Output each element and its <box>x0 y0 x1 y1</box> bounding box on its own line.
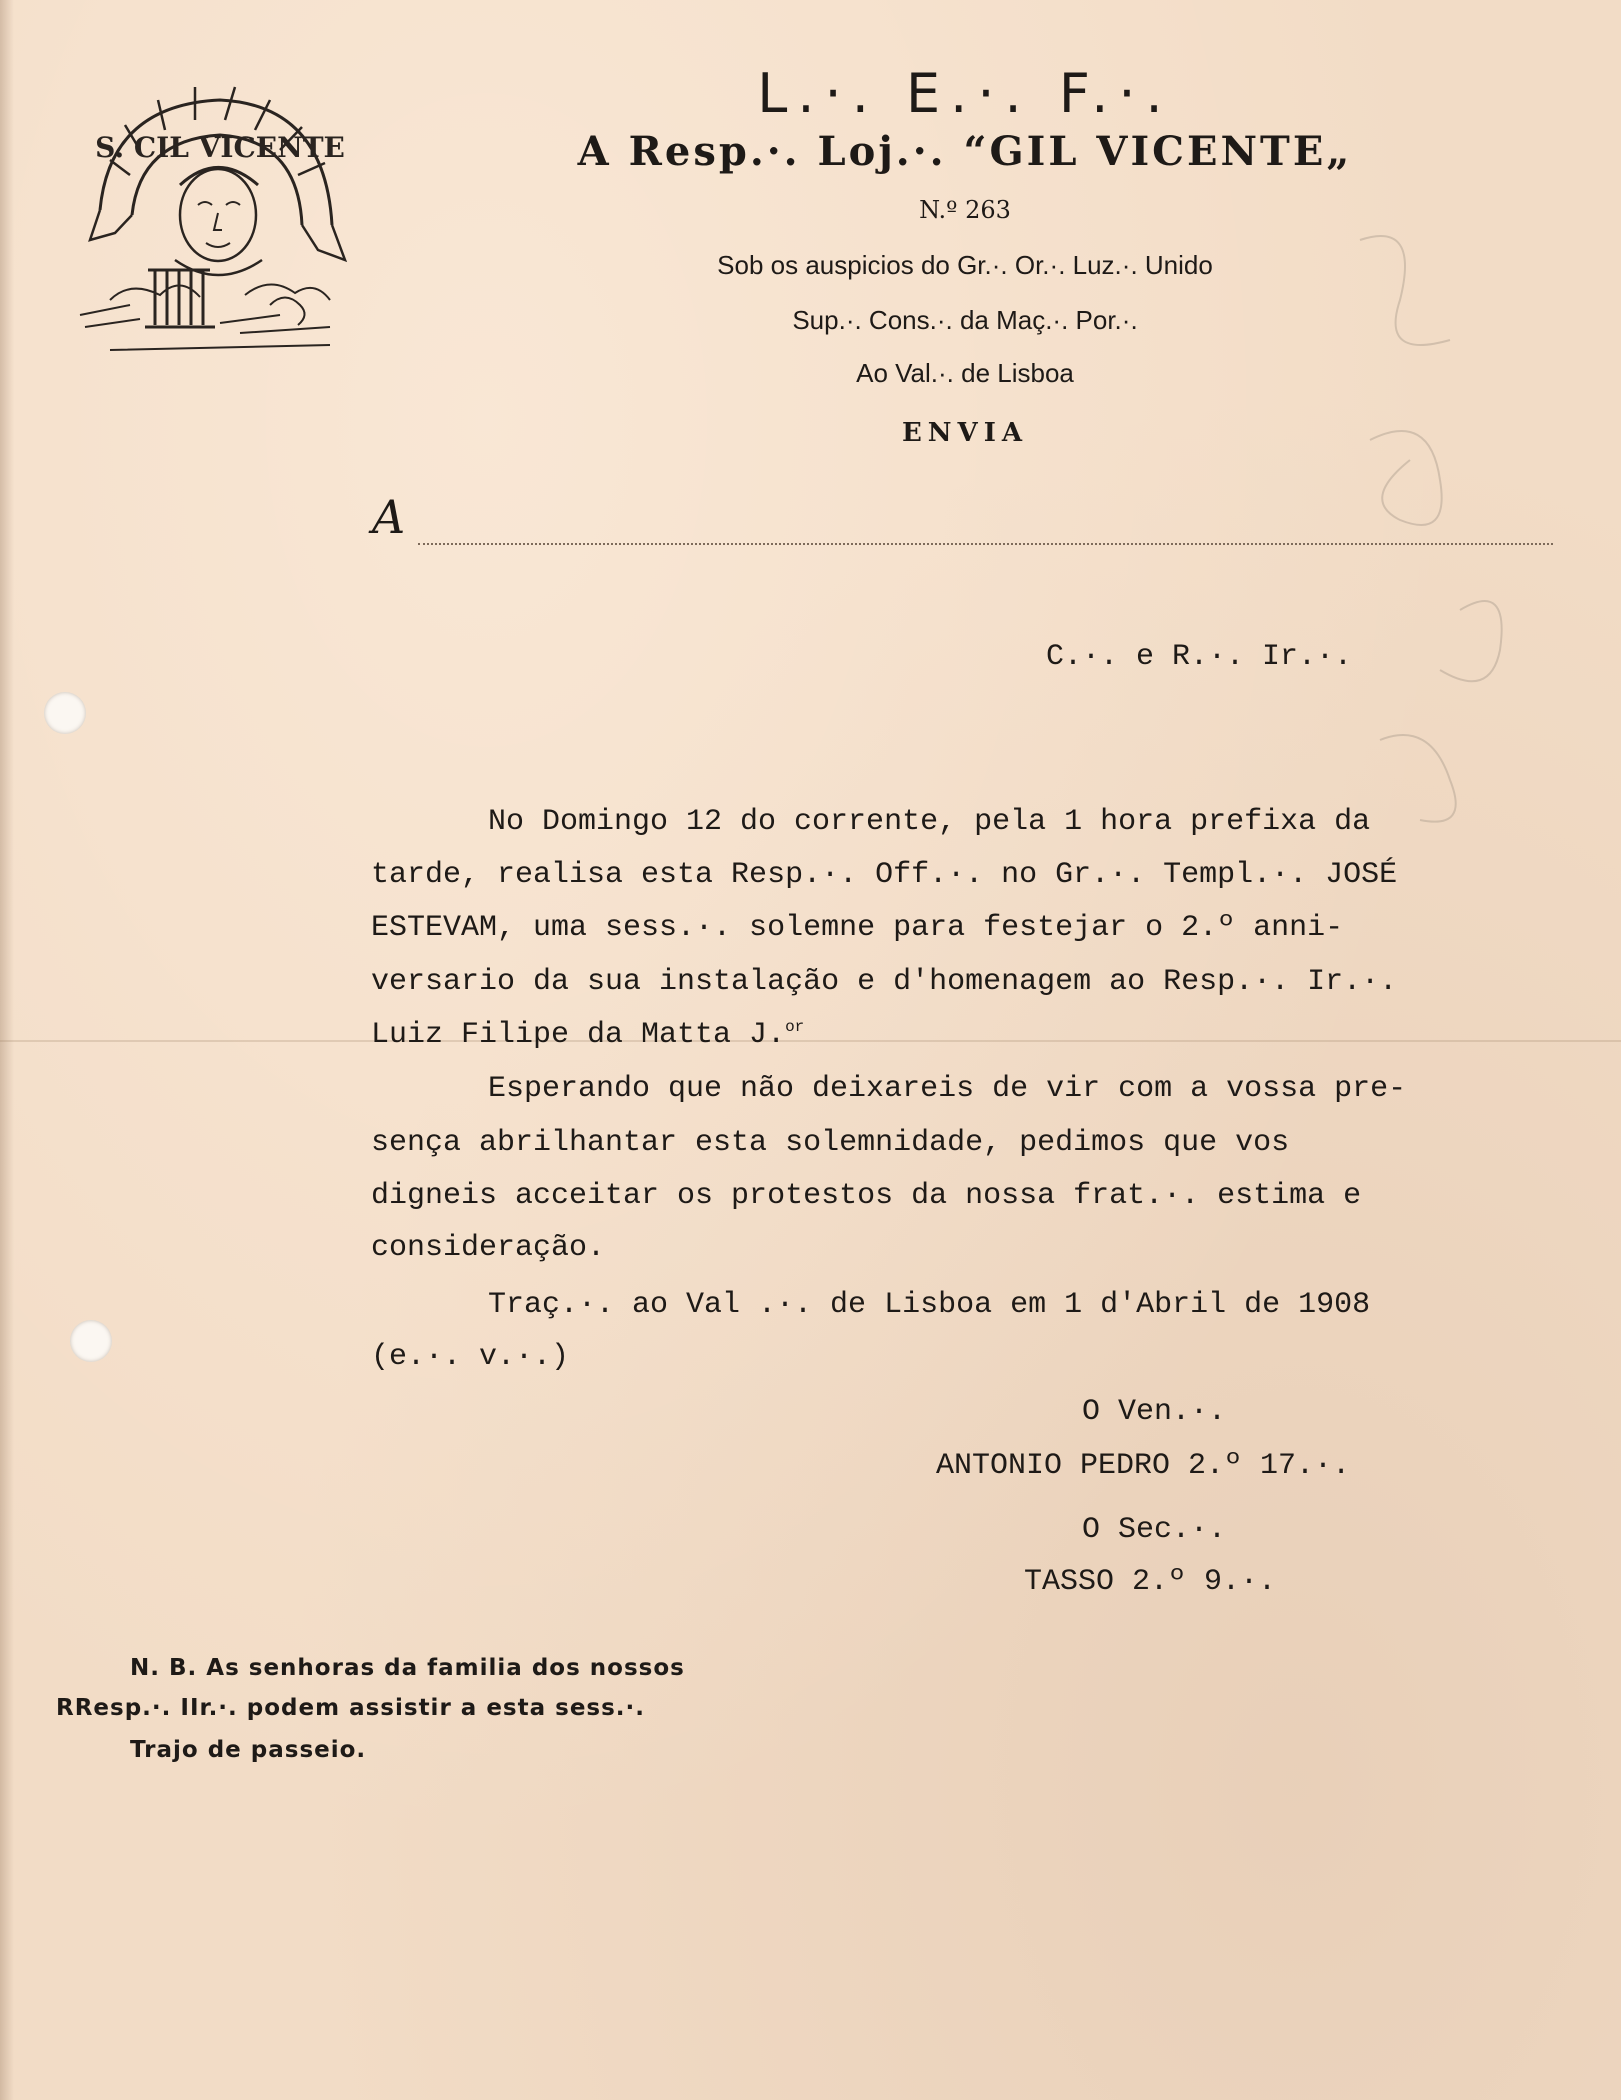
body-line-honoree <box>371 1018 804 1052</box>
body-line: digneis acceitar os protestos da nossa frat.·. estima e <box>371 1179 1362 1213</box>
venerable-title: O Ven.·. <box>1082 1395 1227 1429</box>
body-line: consideração. <box>371 1231 606 1265</box>
body-line: tarde, realisa esta Resp.·. Off.·. no Gr.·. Templ.·. JOSÉ <box>371 858 1398 892</box>
lodge-name: A Resp.·. Loj.·. “GIL VICENTE„ <box>577 128 1353 175</box>
venerable-name: ANTONIO PEDRO 2.º 17.·. <box>936 1449 1351 1483</box>
lodge-seal-emblem <box>70 65 360 375</box>
body-line: Esperando que não deixareis de vir com a vossa pre- <box>488 1072 1407 1106</box>
era-line: (e.·. v.·.) <box>371 1340 570 1374</box>
seal-lettering: S. CIL VICENTE <box>95 131 345 164</box>
header-abbreviation: L.·. E.·. F.·. <box>757 62 1173 125</box>
body-line: No Domingo 12 do corrente, pela 1 hora prefixa da <box>488 805 1371 839</box>
secretary-title: O Sec.·. <box>1082 1513 1227 1547</box>
body-line: versario da sua instalação e d'homenagem ao Resp.·. Ir.·. <box>371 965 1398 999</box>
punch-hole-top <box>44 692 86 734</box>
date-line: Traç.·. ao Val .·. de Lisboa em 1 d'Abril de 1908 <box>488 1288 1371 1322</box>
council-line: Sup.·. Cons.·. da Maç.·. Por.·. <box>792 305 1138 335</box>
secretary-name: TASSO 2.º 9.·. <box>1024 1565 1277 1599</box>
body-line: sença abrilhantar esta solemnidade, pedimos que vos <box>371 1126 1290 1160</box>
valley-line: Ao Val.·. de Lisboa <box>856 358 1074 388</box>
paper-edge-shadow <box>0 0 14 2100</box>
salutation: C.·. e R.·. Ir.·. <box>1046 640 1353 674</box>
note-line: Trajo de passeio. <box>130 1737 367 1763</box>
paper-fold-line <box>0 1040 1621 1042</box>
punch-hole-bottom <box>70 1320 112 1362</box>
address-mark: A <box>372 490 406 544</box>
honoree-name: Luiz Filipe da Matta J. <box>371 1018 786 1052</box>
note-line: N. B. As senhoras da familia dos nossos <box>130 1655 685 1681</box>
lodge-number: N.º 263 <box>919 196 1011 224</box>
pencil-annotation <box>1340 180 1580 880</box>
body-line: ESTEVAM, uma sess.·. solemne para festejar o 2.º anni- <box>371 911 1344 945</box>
envia-label: ENVIA <box>901 418 1029 448</box>
auspices-line: Sob os auspicios do Gr.·. Or.·. Luz.·. Unido <box>717 250 1213 280</box>
note-line: RResp.·. IIr.·. podem assistir a esta sess.·. <box>56 1695 646 1721</box>
honoree-suffix: or <box>785 1018 805 1036</box>
